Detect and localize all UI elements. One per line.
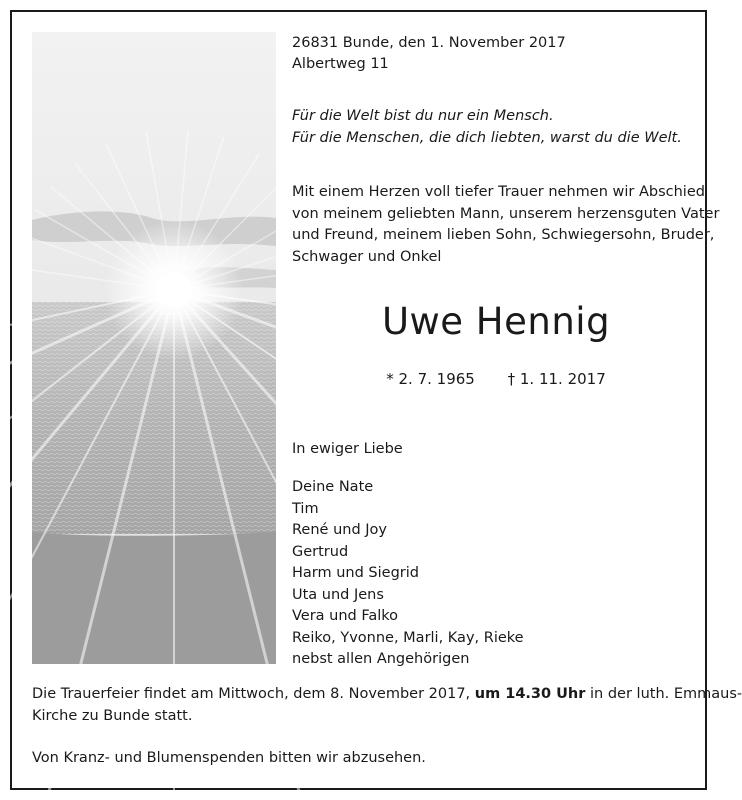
mourner-item: nebst allen Angehörigen: [292, 651, 470, 667]
mourner-item: Gertrud: [292, 543, 349, 560]
mourner-item: René und Joy: [292, 522, 387, 538]
poem: [292, 106, 682, 149]
service-text: Die Trauerfeier findet am Mittwoch, dem 8. November 2017,: [32, 686, 471, 702]
mourner-item: Uta und Jens: [292, 586, 384, 603]
service-info: [32, 684, 742, 727]
intro-paragraph: [292, 182, 719, 268]
mourner-item: Harm und Siegrid: [292, 565, 419, 581]
mourner-item: Tim: [292, 500, 319, 517]
mourner-item: Reiko, Yvonne, Marli, Kay, Rieke: [292, 629, 524, 646]
mourners-heading: In ewiger Liebe: [292, 441, 403, 457]
sunset-sea-photo: [32, 32, 276, 664]
poem-line: Für die Menschen, die dich liebten, warst du die Welt.: [292, 129, 682, 146]
service-time: um 14.30 Uhr: [474, 686, 586, 702]
mourner-item: Deine Nate: [292, 479, 374, 495]
intro-line: Mit einem Herzen voll tiefer Trauer nehmen wir Abschied: [292, 184, 705, 200]
life-dates: [290, 370, 702, 388]
intro-line: Schwager und Onkel: [292, 248, 442, 265]
intro-line: und Freund, meinem lieben Sohn, Schwiegersohn, Bruder,: [292, 227, 715, 243]
street-line: Albertweg 11: [292, 56, 389, 72]
poem-line: Für die Welt bist du nur ein Mensch.: [292, 108, 554, 124]
service-line-1: [32, 684, 742, 706]
mourners-list: [292, 477, 524, 671]
death-date: † 1. 11. 2017: [507, 370, 606, 388]
flowers-note: Von Kranz- und Blumenspenden bitten wir abzusehen.: [32, 750, 426, 766]
service-line-2: Kirche zu Bunde statt.: [32, 707, 193, 724]
deceased-name: Uwe Hennig: [381, 300, 611, 343]
place-date-line: 26831 Bunde, den 1. November 2017: [292, 35, 566, 51]
mourner-item: Vera und Falko: [292, 608, 399, 624]
birth-date: * 2. 7. 1965: [386, 370, 475, 388]
service-place: in der luth. Emmaus-: [590, 686, 742, 702]
intro-line: von meinem geliebten Mann, unserem herzensguten Vater: [292, 205, 720, 222]
